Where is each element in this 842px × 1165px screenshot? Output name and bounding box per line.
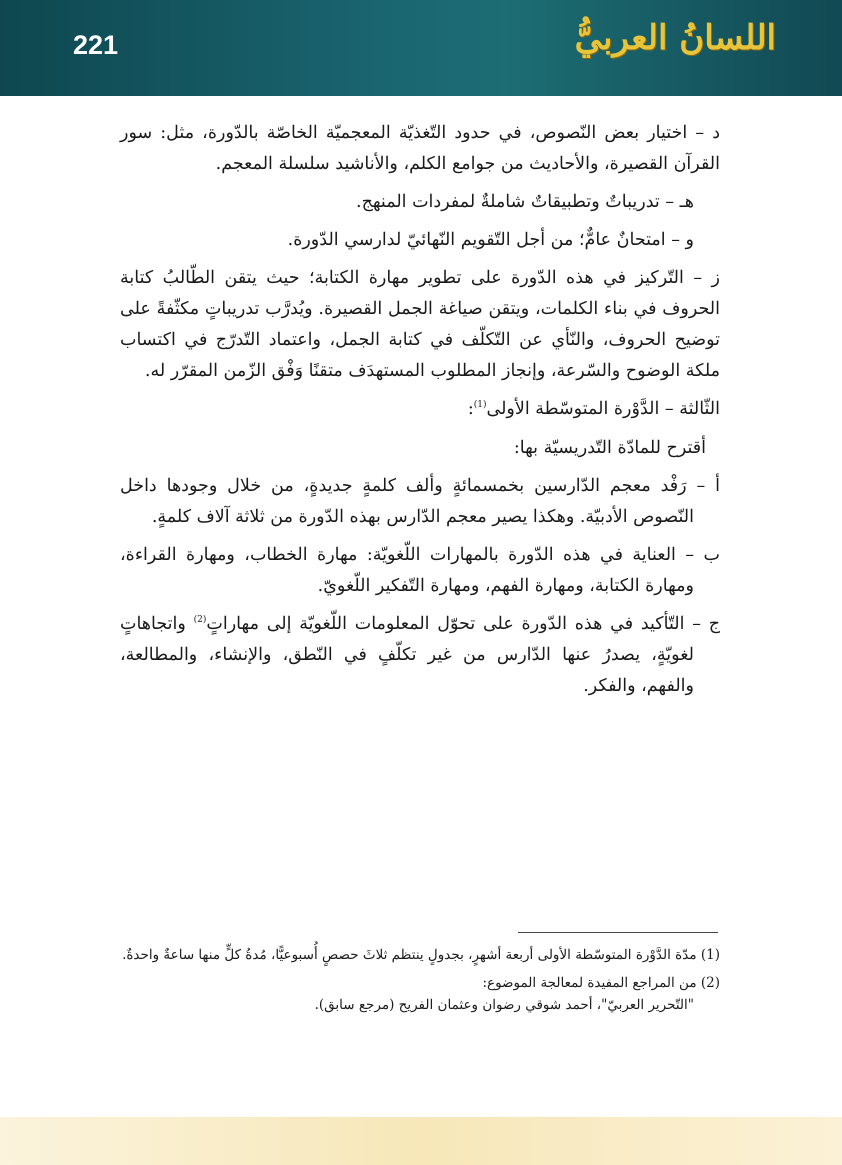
paragraph-j-end: واتجاهاتٍ لغويّةٍ، يصدرُ عنها الدّارس من غير تكلّفٍ في النّطق، والإنشاء، والمطالعة، والفهم، والفكر. [120, 614, 694, 696]
heading-text: الثّالثة – الدَّوْرة المتوسّطة الأولى [486, 399, 720, 419]
paragraph-d: د – اختيار بعض النّصوص، في حدود التّغذيّة المعجميّة الخاصّة بالدّورة، مثل: سور القرآن القصيرة، والأحاديث من جوامع الكلم، والأناشيد سلسلة المعجم. [120, 123, 720, 174]
footnote-marker-1: (1) [473, 400, 487, 411]
footnote-2-reference: "التّحرير العربيّ"، أحمد شوقي رضوان وعثمان الفريح (مرجع سابق). [314, 997, 694, 1013]
page-number: 221 [73, 30, 119, 60]
paragraph-z: ز – التّركيز في هذه الدّورة على تطوير مهارة الكتابة؛ حيث يتقن الطّالبُ كتابة الحروف في بناء الكلمات، ويتقن صياغة الجمل القصيرة. ويُدرَّب تدريباتٍ مكثّفةً على توضيح الحروف، والنّأي عن التّكلّف في كتابة الجمل، واعتماد التّدرّج في اكتساب ملكة الوضوح والسّرعة، وإنجاز المطلوب المستهدَف متقنًا وَفْق الزّمن المقرّر له. [120, 268, 720, 381]
footnote-marker-2: (2) [193, 615, 207, 626]
footnote-2: (2) من المراجع المفيدة لمعالجة الموضوع: [482, 975, 720, 991]
footnotes [120, 944, 720, 1022]
footnote-divider [518, 932, 718, 933]
section-heading-third [120, 394, 720, 425]
paragraph-w: و – امتحانٌ عامٌّ؛ من أجل التّقويم النّهائيّ لدارسي الدّورة. [287, 230, 694, 250]
main-text [120, 118, 720, 709]
paragraph-h: هـ – تدريباتٌ وتطبيقاتٌ شاملةٌ لمفردات المنهج. [356, 192, 694, 212]
page-header-band [0, 0, 842, 96]
paragraph-j-start: ج – التّأكيد في هذه الدّورة على تحوّل المعلومات اللّغويّة إلى مهاراتٍ [206, 614, 720, 634]
paragraph-a: أ – رَفْد معجم الدّارسين بخمسمائةٍ وألف كلمةٍ جديدةٍ، من خلال وجودها داخل النّصوص الأدبيّة. وهكذا يصير معجم الدّارس بهذه الدّورة من ثلاثة آلاف كلمةٍ. [120, 476, 720, 527]
paragraph-j [120, 609, 720, 702]
paragraph-b: ب – العناية في هذه الدّورة بالمهارات اللّغويّة: مهارة الخطاب، ومهارة القراءة، ومهارة الكتابة، ومهارة الفهم، ومهارة التّفكير اللّغويّ. [120, 545, 720, 596]
heading-colon: : [467, 399, 474, 419]
intro-line: أقترح للمادّة التّدريسيّة بها: [513, 438, 706, 458]
footnote-1: (1) مدّة الدَّوْرة المتوسّطة الأولى أربعة أشهرٍ، بجدولٍ ينتظم ثلاثَ حصصٍ أُسبوعيًّا، مُدةُ كلٍّ منها ساعةٌ واحدةٌ. [122, 947, 720, 963]
page-footer-band [0, 1117, 842, 1165]
journal-logo: اللسانُ العربيُّ [574, 18, 776, 58]
